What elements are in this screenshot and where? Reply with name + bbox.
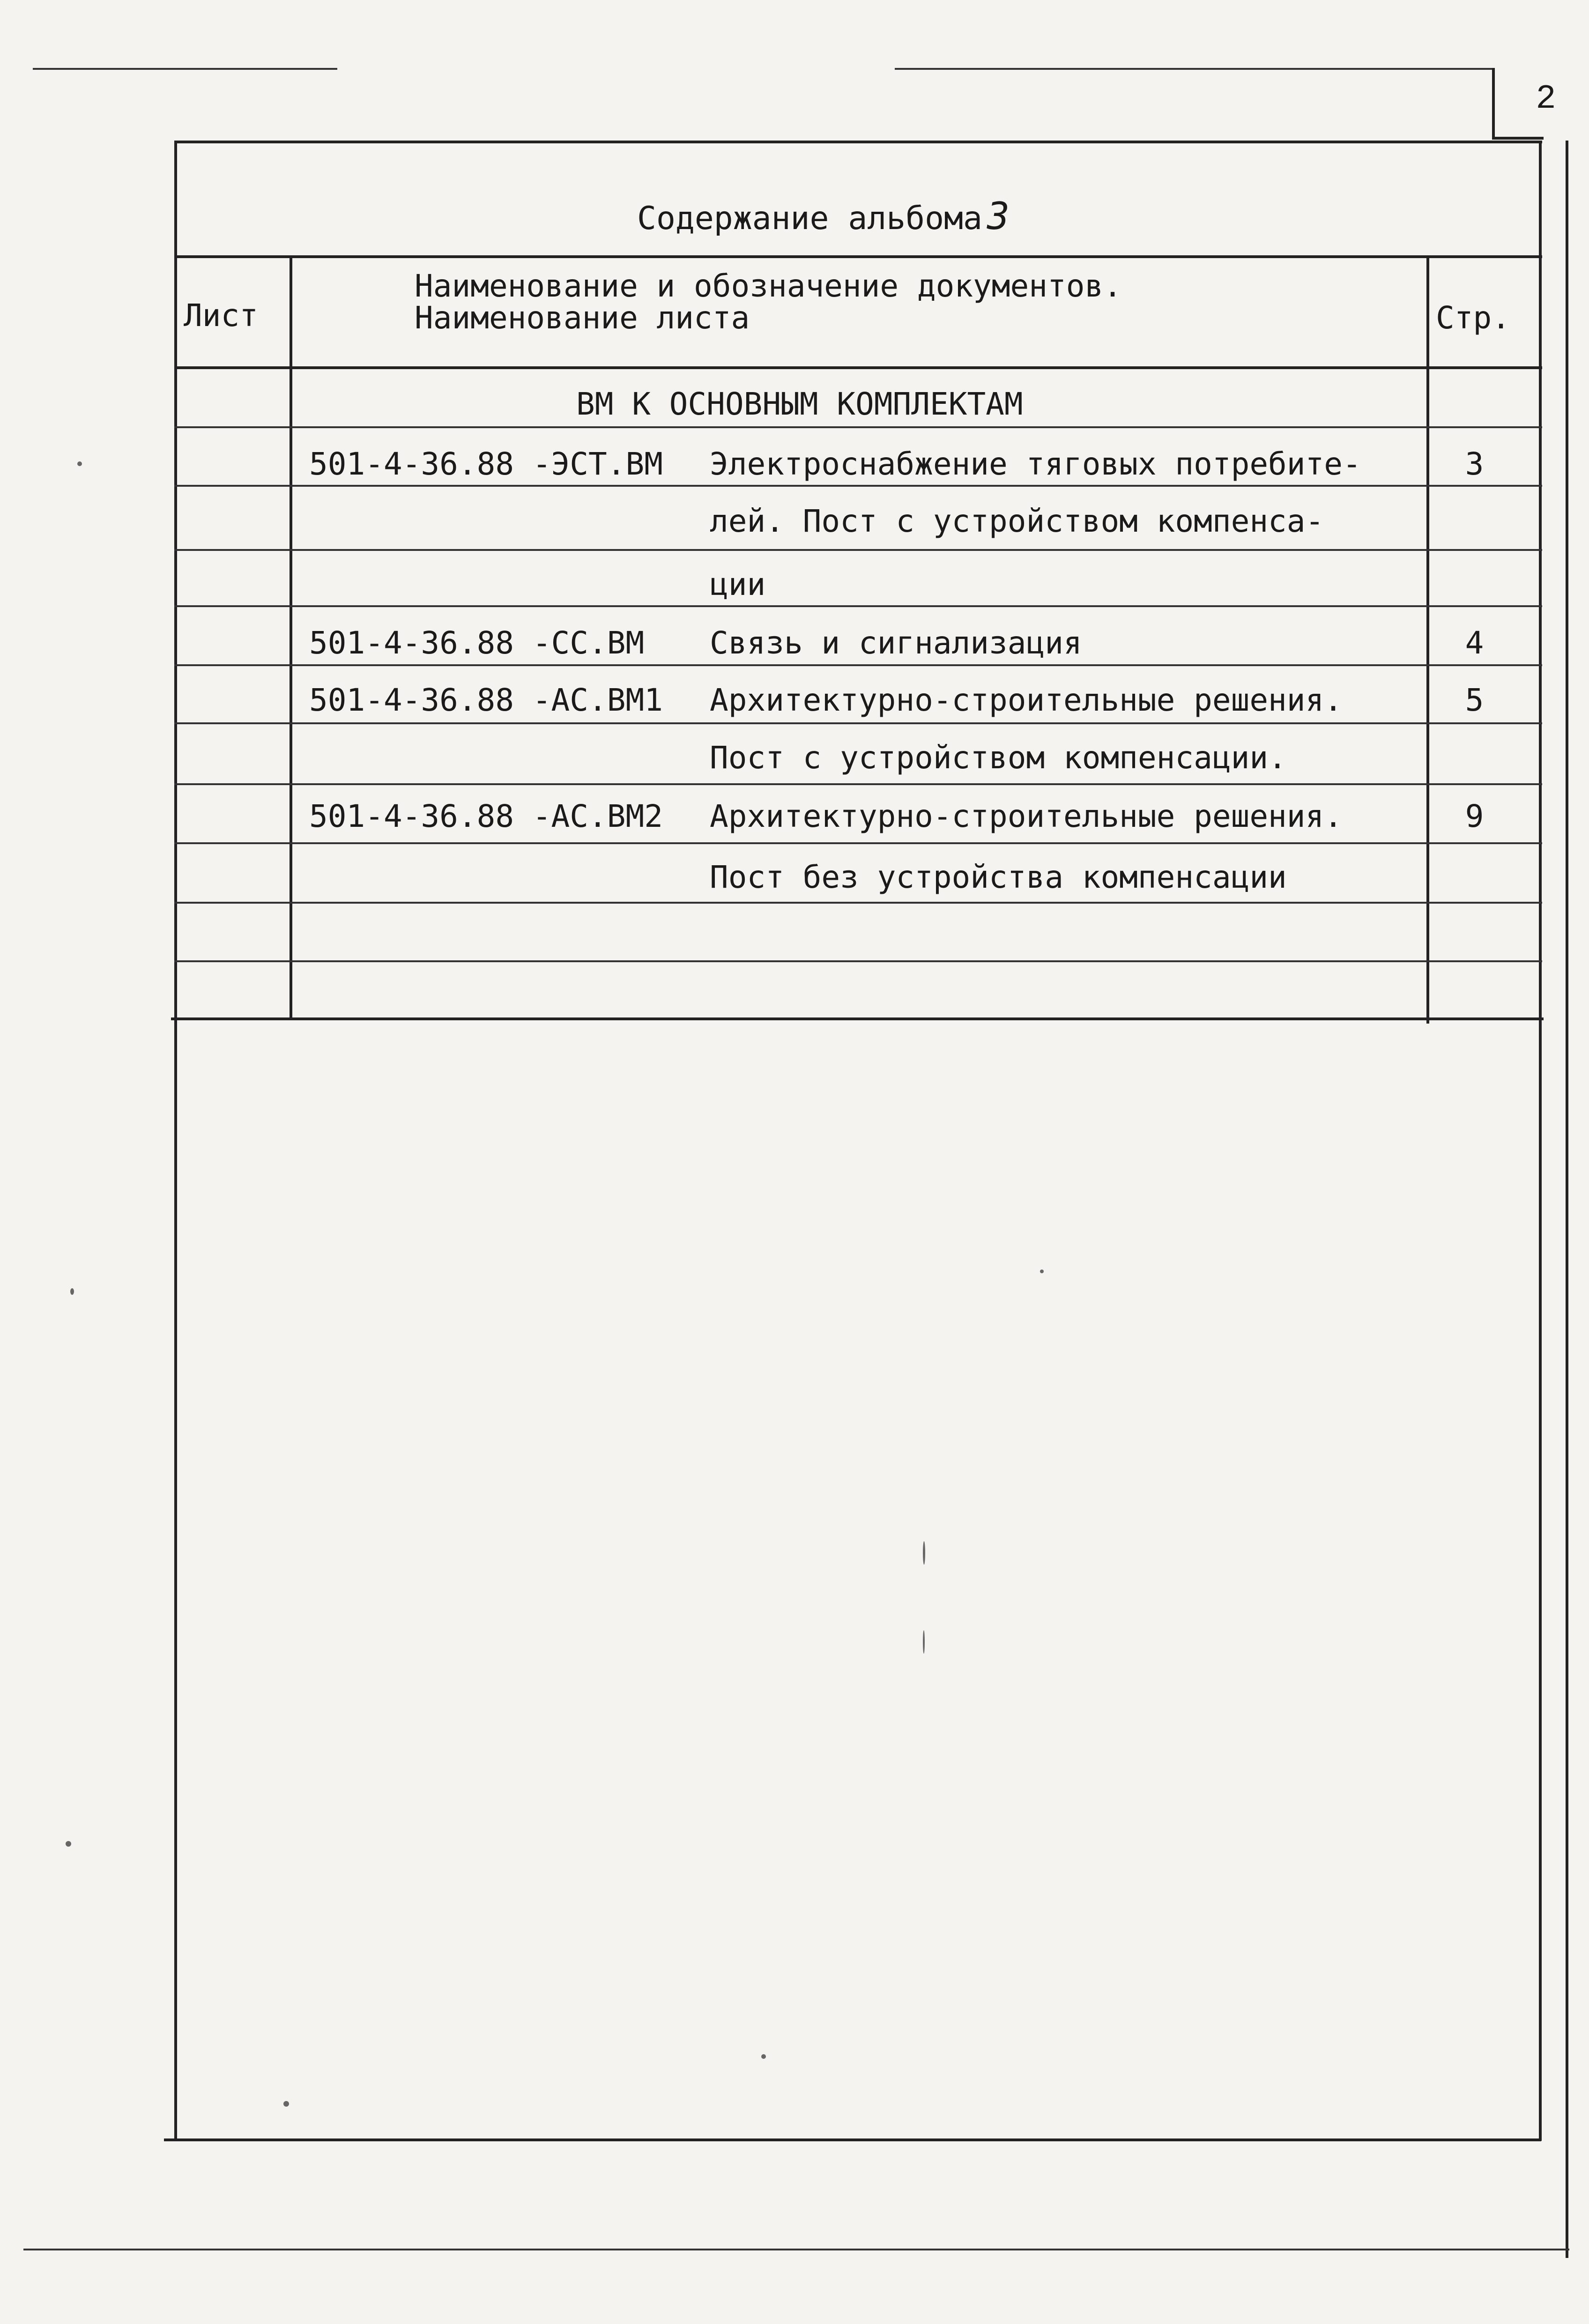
top-border-left <box>33 68 337 70</box>
row-line <box>174 842 1542 844</box>
row-desc: Электроснабжение тяговых потребите- <box>710 446 1361 482</box>
row-page: 9 <box>1465 798 1484 834</box>
row-desc: Архитектурно-строительные решения. <box>710 682 1343 718</box>
page-number: 2 <box>1536 80 1556 118</box>
row-desc: Архитектурно-строительные решения. <box>710 798 1343 834</box>
scan-speck <box>70 1288 74 1295</box>
header-name-line1: Наименование и обозначение документов. <box>415 268 1122 304</box>
row-line <box>174 783 1542 785</box>
row-line <box>174 426 1542 428</box>
right-margin-line <box>1566 141 1568 2258</box>
row-line <box>174 664 1542 666</box>
row-desc: ции <box>710 566 766 602</box>
col-sheet-divider <box>290 255 292 1019</box>
row-line <box>174 485 1542 487</box>
row-line <box>174 722 1542 724</box>
row-desc: Связь и сигнализация <box>710 625 1082 661</box>
row-desc: Пост с устройством компенсации. <box>710 740 1287 776</box>
page-number-box-left <box>1492 68 1495 138</box>
header-name-line2: Наименование листа <box>415 300 750 336</box>
frame-left <box>174 141 177 2141</box>
header-bottom-line <box>174 366 1542 369</box>
row-line <box>174 605 1542 607</box>
frame-bottom <box>164 2138 1541 2141</box>
frame-top <box>174 141 1542 143</box>
album-title-text: Содержание альбома <box>637 200 982 237</box>
row-code: 501-4-36.88 -СС.ВМ <box>309 625 645 661</box>
row-code: 501-4-36.88 -ЭСТ.ВМ <box>309 446 663 482</box>
row-line <box>174 902 1542 904</box>
row-page: 4 <box>1465 625 1484 661</box>
row-line <box>174 549 1542 551</box>
row-code: 501-4-36.88 -АС.ВМ1 <box>309 682 663 718</box>
album-number: 3 <box>987 194 1010 238</box>
top-border-right <box>895 68 1494 70</box>
scan-speck <box>923 1630 925 1654</box>
row-desc: лей. Пост с устройством компенса- <box>710 503 1324 539</box>
header-page: Стр. <box>1436 300 1510 336</box>
row-code: 501-4-36.88 -АС.ВМ2 <box>309 798 663 834</box>
scan-speck <box>77 461 82 466</box>
row-page: 5 <box>1465 682 1484 718</box>
scan-speck <box>923 1541 925 1565</box>
row-desc: Пост без устройства компенсации <box>710 859 1287 895</box>
scan-speck <box>761 2054 766 2059</box>
header-sheet: Лист <box>184 297 258 334</box>
album-title <box>637 194 1010 238</box>
scan-speck <box>1040 1270 1044 1273</box>
row-page: 3 <box>1465 446 1484 482</box>
table-bottom-line <box>171 1017 1544 1020</box>
row-line <box>174 960 1542 962</box>
scan-speck <box>66 1841 71 1847</box>
table-top-line <box>174 255 1542 258</box>
page-number-box-bottom <box>1492 137 1544 140</box>
scan-speck <box>283 2101 289 2107</box>
section-heading: ВМ К ОСНОВНЫМ КОМПЛЕКТАМ <box>576 386 1023 422</box>
frame-right <box>1539 141 1542 2141</box>
bottom-border <box>23 2249 1569 2250</box>
